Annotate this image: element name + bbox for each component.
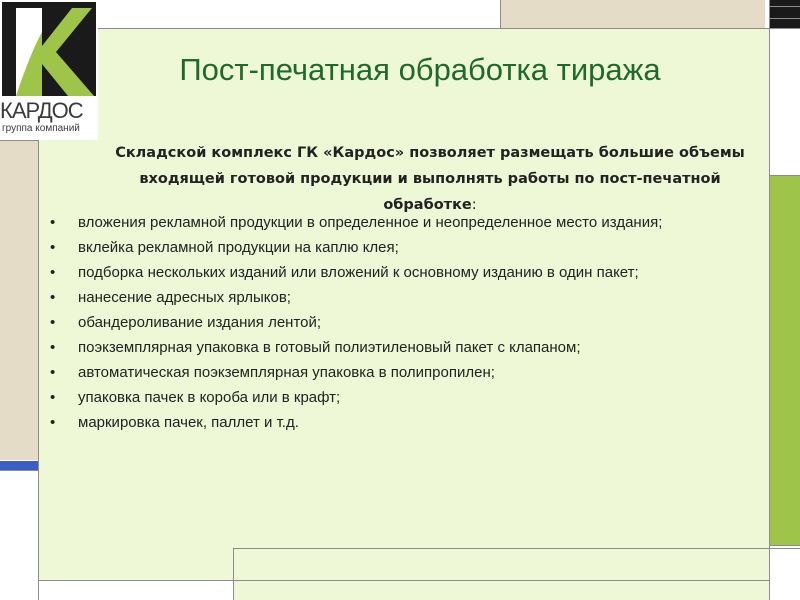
frame-line: [769, 6, 800, 7]
bullet-icon: •: [50, 414, 56, 431]
list-item: [48, 213, 748, 232]
logo-subtitle: группа компаний: [2, 123, 80, 134]
list-item: [48, 238, 748, 257]
list-item: [48, 363, 748, 382]
bullet-icon: •: [50, 364, 56, 381]
list-item-text: упаковка пачек в короба или в крафт;: [78, 389, 341, 406]
list-item: [48, 313, 748, 332]
list-item-text: автоматическая поэкземплярная упаковка в полипропилен;: [78, 364, 495, 381]
list-item: [48, 288, 748, 307]
list-item-text: вложения рекламной продукции в определенное и неопределенное место издания;: [78, 214, 663, 231]
frame-line: [233, 548, 800, 549]
intro-colon: :: [471, 197, 477, 213]
intro-paragraph: [95, 140, 765, 218]
list-item-text: обандероливание издания лентой;: [78, 314, 322, 331]
frame-line: [0, 470, 38, 471]
list-item: [48, 413, 748, 432]
bullet-icon: •: [50, 389, 56, 406]
list-item: [48, 263, 748, 282]
frame-line: [0, 28, 800, 29]
deco-block-sidebar-bottom: [0, 471, 38, 600]
bullet-icon: •: [50, 289, 56, 306]
bullet-icon: •: [50, 214, 56, 231]
frame-line: [769, 545, 800, 546]
deco-block-right-dark: [769, 0, 800, 28]
bullet-icon: •: [50, 264, 56, 281]
frame-line: [0, 140, 38, 141]
list-item-text: вклейка рекламной продукции на каплю клея;: [78, 239, 399, 256]
slide-title: Пост-печатная обработка тиража: [179, 52, 661, 87]
list-item-text: нанесение адресных ярлыков;: [78, 289, 291, 306]
bullet-icon: •: [50, 314, 56, 331]
list-item: [48, 388, 748, 407]
deco-block-right-green: [769, 175, 800, 545]
bullet-list: [48, 213, 748, 438]
intro-text: Складской комплекс ГК «Кардос» позволяет размещать большие объемы входящей готовой продукции и выполнять работы по пост-печатной обработке: [115, 145, 745, 213]
bullet-icon: •: [50, 239, 56, 256]
deco-block-sidebar-top: [0, 140, 38, 460]
list-item: [48, 338, 748, 357]
list-item-text: маркировка пачек, паллет и т.д.: [78, 414, 299, 431]
deco-block-top-right: [500, 0, 765, 28]
list-item-text: поэкземплярная упаковка в готовый полиэтиленовый пакет с клапаном;: [78, 339, 581, 356]
frame-line: [769, 0, 770, 600]
frame-line: [769, 175, 800, 176]
frame-line: [38, 580, 769, 581]
list-item-text: подборка нескольких изданий или вложений к основному изданию в один пакет;: [78, 264, 639, 281]
frame-line: [769, 18, 800, 19]
frame-line: [500, 0, 501, 28]
frame-line: [233, 548, 234, 600]
bullet-icon: •: [50, 339, 56, 356]
logo-name: КАРДОС: [0, 98, 83, 123]
